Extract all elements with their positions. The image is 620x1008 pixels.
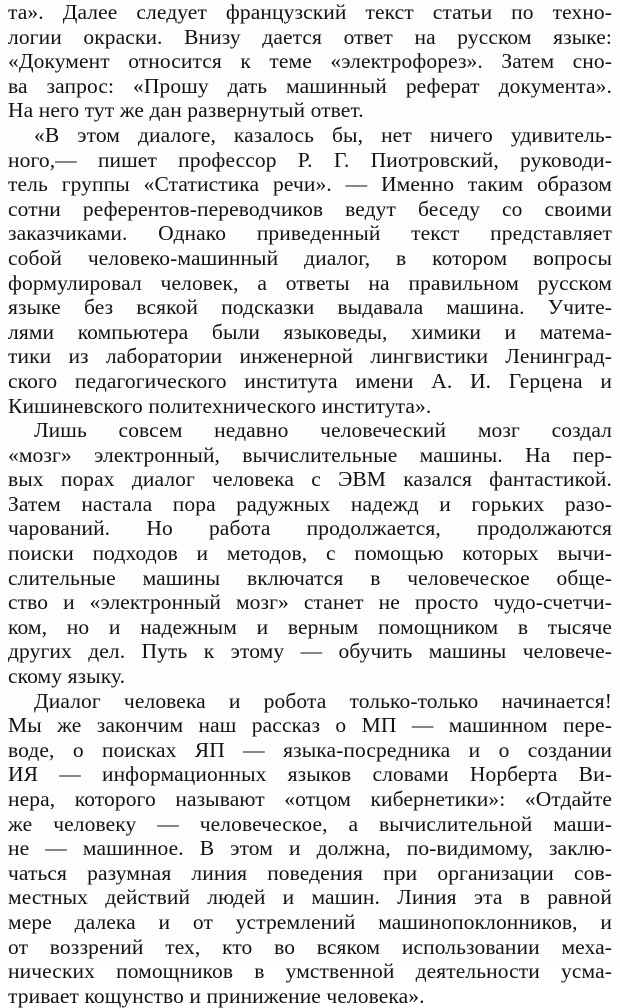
- text-line: Кишиневского политехнического института».: [8, 393, 432, 418]
- text-line: тривает кощунство и принижение человека».: [8, 983, 425, 1008]
- text-line: воде, о поисках ЯП — языка-посредника и о создании: [8, 737, 612, 762]
- paragraph: [8, 689, 612, 1008]
- text-line: Диалог человека и робота только-только начинается!: [34, 688, 612, 713]
- text-line: Мы же закончим наш рассказ о МП — машинном пере-: [8, 713, 612, 738]
- text-line: нических помощников в умственной деятельности усма-: [8, 959, 612, 984]
- text-line: слительные машины включатся в человеческое обще-: [8, 565, 612, 590]
- text-line: не — машинное. В этом и должна, по-видимому, заклю-: [8, 836, 612, 861]
- text-line: поиски подходов и методов, с помощью которых вычи-: [8, 541, 612, 566]
- text-line: скому языку.: [8, 664, 126, 689]
- text-line: тики из лаборатории инженерной лингвистики Ленинград-: [8, 344, 612, 369]
- text-line: «мозг» электронный, вычислительные машины. На пер-: [8, 442, 612, 467]
- paragraph: [8, 0, 612, 123]
- text-line: лями компьютера были языковеды, химики и матема-: [8, 319, 612, 344]
- text-line: формулировал человек, а ответы на правильном русском: [8, 270, 612, 295]
- page-body-text: [8, 0, 612, 1008]
- text-line: местных действий людей и машин. Линия эта в равной: [8, 885, 612, 910]
- text-line: ского педагогического института имени А. И. Герцена и: [8, 368, 612, 393]
- text-line: же человеку — человеческое, а вычислительной маши-: [8, 811, 612, 836]
- text-line: Лишь совсем недавно человеческий мозг создал: [34, 418, 612, 443]
- text-line: других дел. Путь к этому — обучить машины человече-: [8, 639, 612, 664]
- text-line: ного,— пишет профессор Р. Г. Пиотровский, руководи-: [8, 147, 612, 172]
- paragraph: [8, 418, 612, 689]
- text-line: ство и «электронный мозг» станет не просто чудо-счетчи-: [8, 590, 612, 615]
- text-line: Затем настала пора радужных надежд и горьких разо-: [8, 491, 612, 516]
- text-line: «В этом диалоге, казалось бы, нет ничего удивитель-: [34, 122, 612, 147]
- text-line: На него тут же дан развернутый ответ.: [8, 98, 364, 123]
- text-line: мере далека и от устремлений машинопоклонников, и: [8, 909, 612, 934]
- text-line: та». Далее следует французский текст статьи по техно-: [8, 0, 612, 24]
- text-line: тель группы «Статистика речи». — Именно таким образом: [8, 172, 612, 197]
- paragraph: [8, 123, 612, 418]
- text-line: ва запрос: «Прошу дать машинный реферат документа».: [8, 73, 612, 98]
- text-line: чаться разумная линия поведения при организации сов-: [8, 860, 612, 885]
- text-line: чарований. Но работа продолжается, продолжаются: [8, 516, 612, 541]
- text-line: заказчиками. Однако приведенный текст представляет: [8, 221, 612, 246]
- text-line: от воззрений тех, кто во всяком использовании меха-: [8, 934, 612, 959]
- text-line: языке без всякой подсказки выдавала машина. Учите-: [8, 295, 612, 320]
- text-line: ИЯ — информационных языков словами Норберта Ви-: [8, 762, 612, 787]
- text-line: сотни референтов-переводчиков ведут беседу со своими: [8, 196, 612, 221]
- text-line: логии окраски. Внизу дается ответ на русском языке:: [8, 24, 612, 49]
- text-line: нера, которого называют «отцом кибернетики»: «Отдайте: [8, 787, 612, 811]
- text-line: вых порах диалог человека с ЭВМ казался фантастикой.: [8, 467, 612, 492]
- text-line: «Документ относится к теме «электрофорез». Затем сно-: [8, 49, 612, 74]
- text-line: ком, но и надежным и верным помощником в тысяче: [8, 614, 612, 639]
- text-line: собой человеко-машинный диалог, в котором вопросы: [8, 245, 612, 270]
